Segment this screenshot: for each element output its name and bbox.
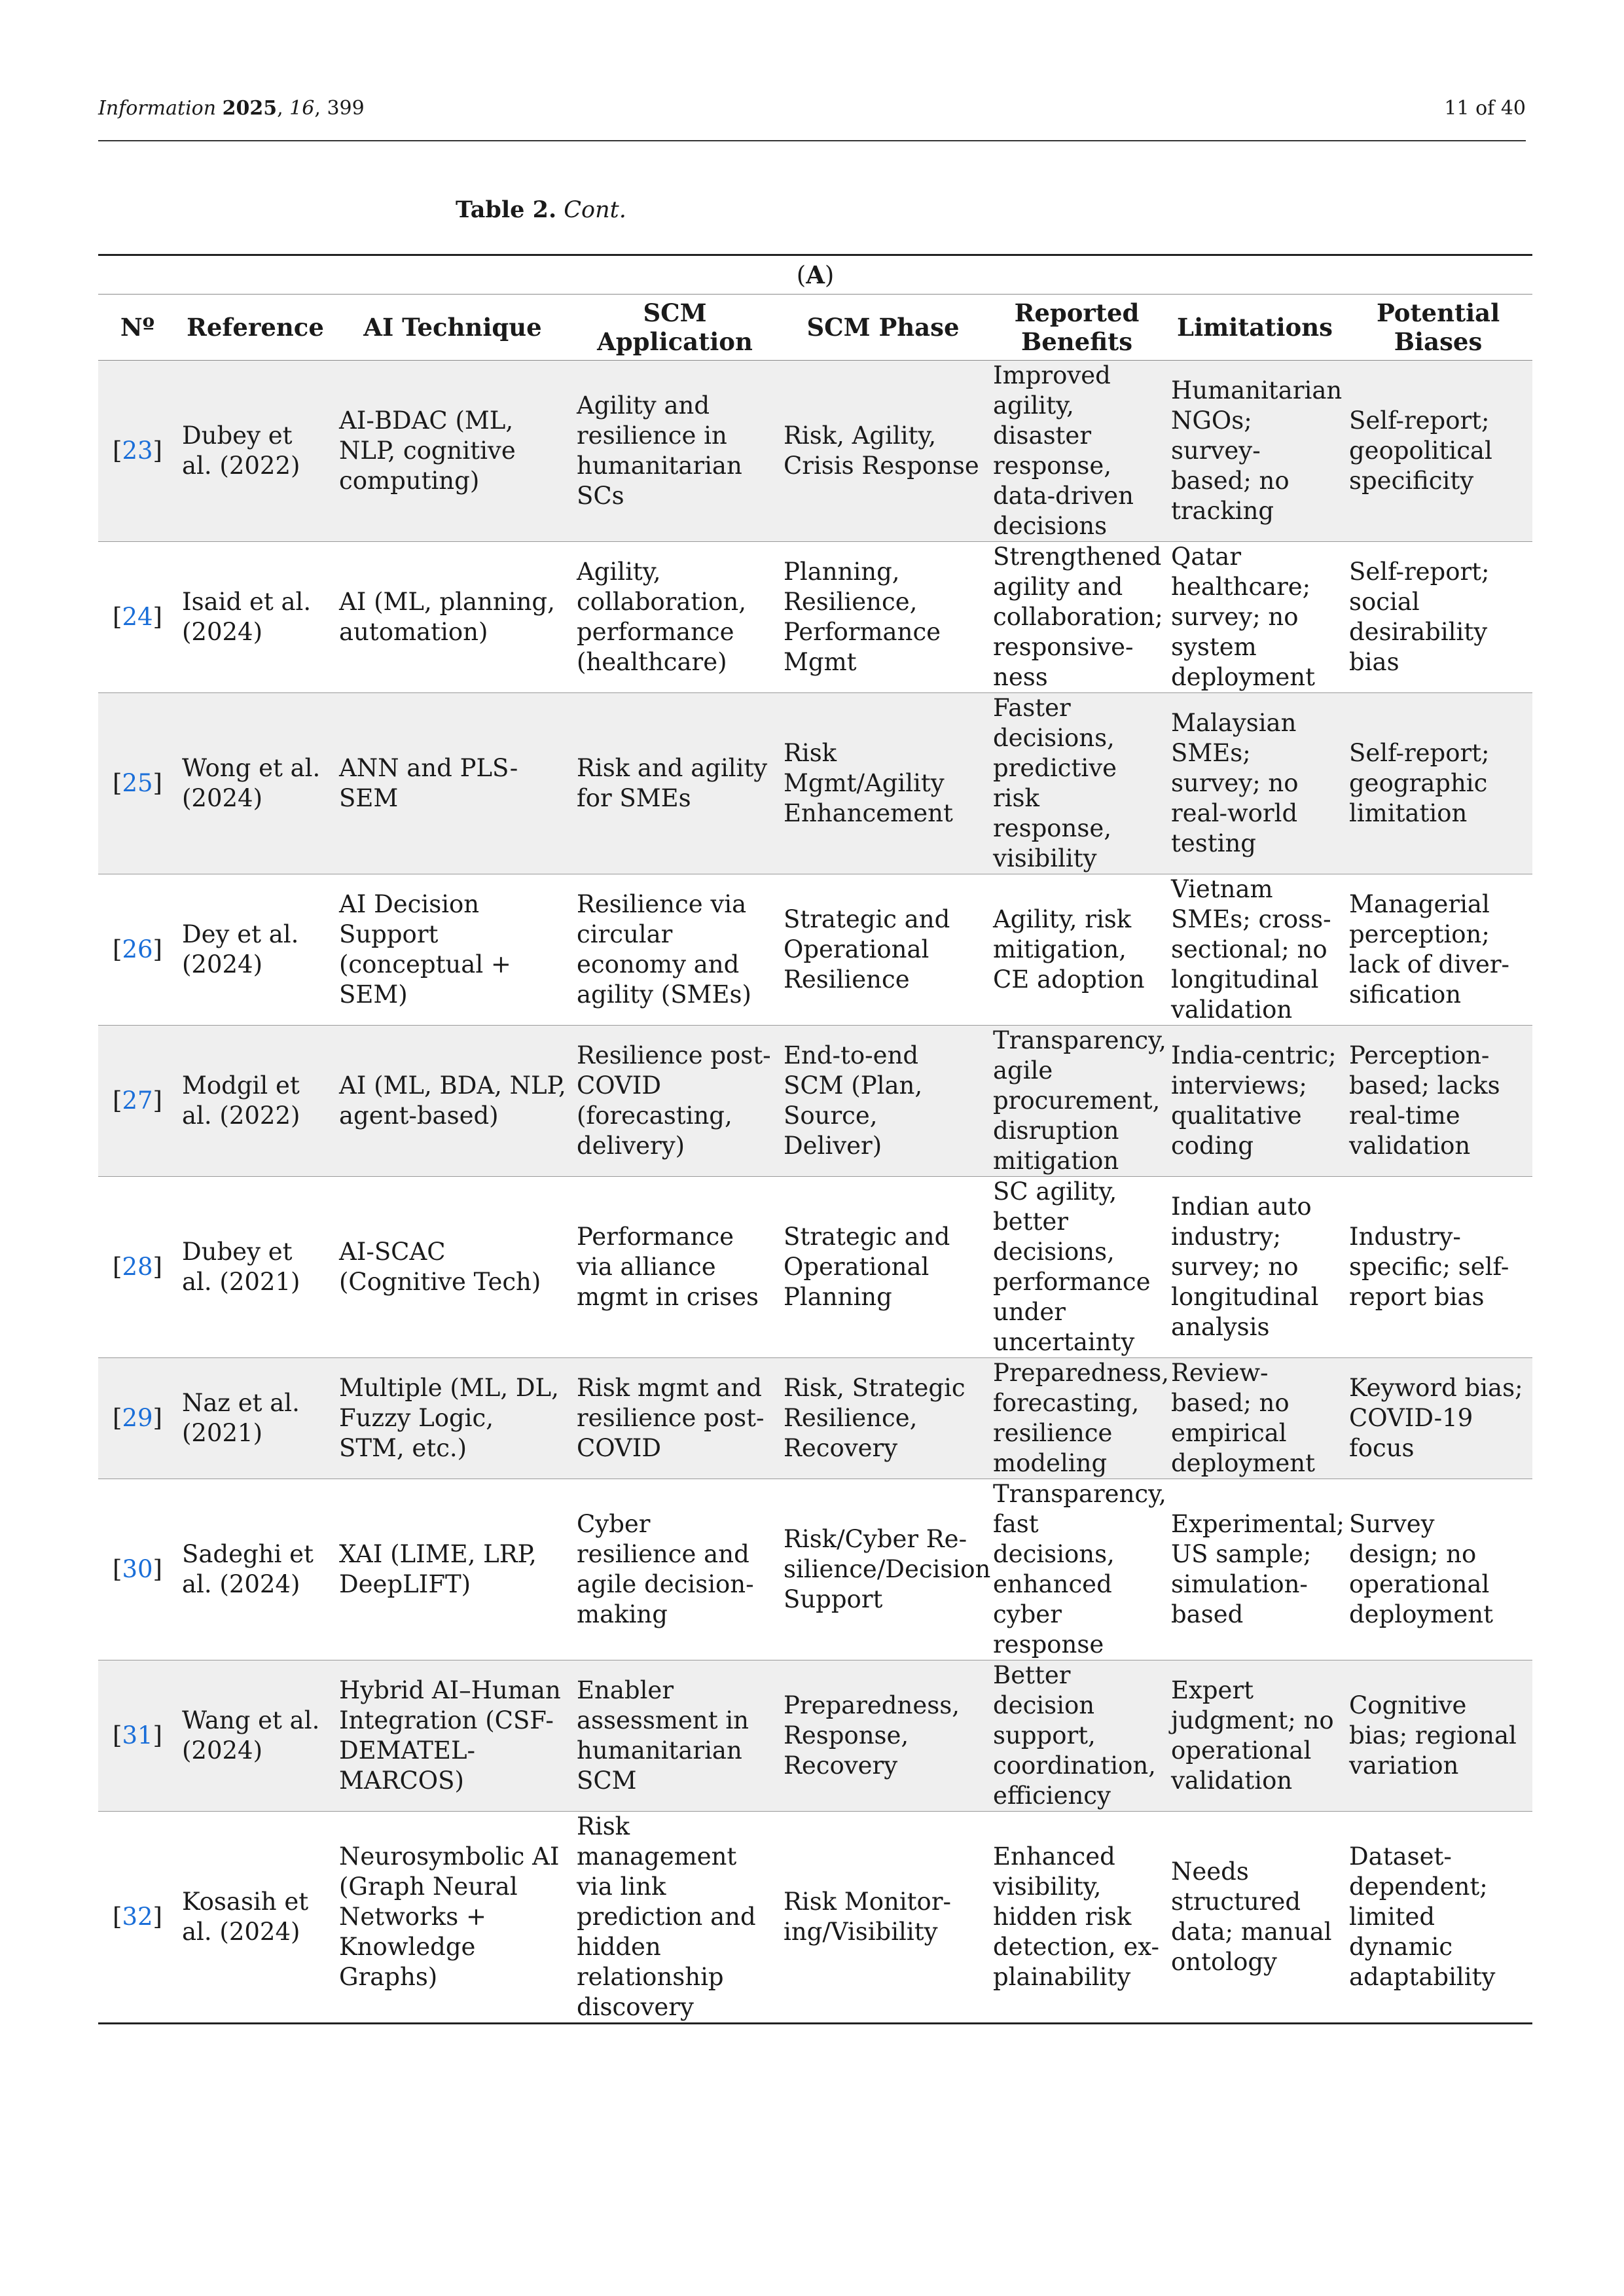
reported-benefits-cell: Faster decisions, predictive risk response, visibility — [993, 694, 1117, 872]
ai-technique-cell: Neurosymbolic AI (Graph Neural Networks + Knowledge Graphs) — [339, 1842, 560, 1991]
table-row — [98, 874, 1532, 1026]
ai-technique-cell: Hybrid AI–Human Integration (CSF-DEMATEL-MARCOS) — [339, 1676, 561, 1795]
ai-technique-cell: AI-BDAC (ML, NLP, cognitive computing) — [339, 406, 516, 495]
citation-link[interactable]: 24 — [122, 603, 153, 631]
scm-application-cell: Agility and resilience in humanitarian SCs — [577, 391, 742, 510]
citation-link[interactable]: 30 — [122, 1555, 153, 1583]
reference-cell: Wang et al. (2024) — [182, 1706, 320, 1765]
scm-phase-cell: Planning, Resilience, Performance Mgmt — [784, 558, 941, 676]
scm-phase-cell: Risk Mgmt/Agility Enhancement — [784, 739, 953, 827]
citation-cell: [29] — [113, 1404, 162, 1432]
potential-biases-cell: Self-report; social desirability bias — [1349, 558, 1490, 676]
reported-benefits-cell: Strengthened agility and collaboration; responsive-ness — [993, 543, 1163, 691]
limitations-cell: Review-based; no empirical deployment — [1171, 1359, 1315, 1477]
limitations-cell: Experimental; US sample; simulation-based — [1171, 1510, 1345, 1628]
limitations-cell: Indian auto industry; survey; no longitudinal analysis — [1171, 1193, 1319, 1341]
table-body — [98, 361, 1532, 2024]
citation-link[interactable]: 32 — [122, 1903, 153, 1931]
reported-benefits-cell: Better decision support, coordination, efficiency — [993, 1661, 1156, 1810]
panel-label: (A) — [98, 255, 1532, 295]
table-row — [98, 1479, 1532, 1660]
reported-benefits-cell: SC agility, better decisions, performance under uncertainty — [993, 1177, 1151, 1356]
article-number: 399 — [327, 97, 365, 120]
scm-phase-cell: Risk, Agility, Crisis Response — [784, 422, 979, 480]
limitations-cell: Humanitarian NGOs; survey-based; no tracking — [1171, 376, 1343, 525]
column-header-reported-benefits: Reported Benefits — [988, 295, 1166, 361]
scm-phase-cell: Strategic and Operational Resilience — [784, 905, 950, 994]
table-row — [98, 1660, 1532, 1812]
scm-phase-cell: Risk, Strategic Resilience, Recovery — [784, 1374, 965, 1462]
citation-cell: [25] — [113, 769, 162, 797]
ai-technique-cell: AI (ML, planning, automation) — [339, 588, 555, 646]
reported-benefits-cell: Preparedness, forecasting, resilience modeling — [993, 1359, 1169, 1477]
header-row — [98, 295, 1532, 361]
potential-biases-cell: Cognitive bias; regional variation — [1349, 1691, 1517, 1780]
reference-cell: Isaid et al. (2024) — [182, 588, 312, 646]
reference-cell: Naz et al. (2021) — [182, 1389, 300, 1447]
reference-cell: Modgil et al. (2022) — [182, 1071, 300, 1130]
citation-cell: [32] — [113, 1903, 162, 1931]
table-row — [98, 693, 1532, 874]
scm-application-cell: Resilience post-COVID (forecasting, delivery) — [577, 1041, 771, 1160]
caption-label: Table 2. — [456, 196, 557, 223]
reference-cell: Dubey et al. (2022) — [182, 422, 300, 480]
caption-text: Cont. — [564, 197, 626, 223]
potential-biases-cell: Self-report; geopolitical specificity — [1349, 406, 1492, 495]
citation-cell: [24] — [113, 603, 162, 631]
scm-application-cell: Risk mgmt and resilience post-COVID — [577, 1374, 765, 1462]
column-header-scm-phase: SCM Phase — [778, 295, 988, 361]
potential-biases-cell: Survey design; no operational deployment — [1349, 1510, 1493, 1628]
ai-technique-cell: AI Decision Support (conceptual + SEM) — [339, 890, 511, 1009]
scm-application-cell: Risk management via link prediction and hidden relationship discovery — [577, 1812, 756, 2021]
scm-application-cell: Risk and agility for SMEs — [577, 754, 768, 812]
ai-technique-cell: AI (ML, BDA, NLP, agent-based) — [339, 1071, 566, 1130]
column-header-limitations: Limitations — [1166, 295, 1344, 361]
potential-biases-cell: Self-report; geographic limitation — [1349, 739, 1490, 827]
reported-benefits-cell: Transparency, agile procurement, disruption mitigation — [993, 1026, 1166, 1175]
reported-benefits-cell: Transparency, fast decisions, enhanced cyber response — [993, 1480, 1166, 1659]
reported-benefits-cell: Enhanced visibility, hidden risk detection, ex-plainability — [993, 1842, 1160, 1991]
table-row — [98, 1177, 1532, 1358]
citation-link[interactable]: 28 — [122, 1253, 153, 1281]
table-row — [98, 1812, 1532, 2024]
journal-volume: 16 — [289, 97, 315, 120]
citation-cell: [27] — [113, 1086, 162, 1115]
limitations-cell: Malaysian SMEs; survey; no real-world testing — [1171, 709, 1299, 857]
ai-technique-cell: AI-SCAC (Cognitive Tech) — [339, 1238, 541, 1296]
scm-phase-cell: Preparedness, Response, Recovery — [784, 1691, 960, 1780]
column-header-reference: Reference — [177, 295, 334, 361]
table-row — [98, 361, 1532, 542]
reference-cell: Kosasih et al. (2024) — [182, 1888, 309, 1946]
potential-biases-cell: Perception-based; lacks real-time validation — [1349, 1041, 1500, 1160]
reference-cell: Sadeghi et al. (2024) — [182, 1540, 314, 1598]
panel-letter: A — [806, 260, 825, 289]
citation-cell: [30] — [113, 1555, 162, 1583]
table-row — [98, 1026, 1532, 1177]
limitations-cell: Expert judgment; no operational validation — [1171, 1676, 1334, 1795]
table-container — [98, 254, 1532, 2024]
limitations-cell: Qatar healthcare; survey; no system deployment — [1171, 543, 1315, 691]
reference-cell: Dey et al. (2024) — [182, 920, 299, 978]
ai-technique-cell: XAI (LIME, LRP, DeepLIFT) — [339, 1540, 537, 1598]
scm-phase-cell: Risk Monitor-ing/Visibility — [784, 1888, 952, 1946]
scm-application-cell: Performance via alliance mgmt in crises — [577, 1223, 759, 1311]
citation-link[interactable]: 23 — [122, 437, 153, 465]
table-caption — [456, 196, 626, 223]
page-number: 11 of 40 — [1444, 97, 1526, 120]
panel-row — [98, 255, 1532, 295]
table-row — [98, 542, 1532, 693]
limitations-cell: Needs structured data; manual ontology — [1171, 1857, 1332, 1976]
reference-cell: Dubey et al. (2021) — [182, 1238, 300, 1296]
page-header — [98, 92, 1526, 141]
scm-application-cell: Agility, collaboration, performance (healthcare) — [577, 558, 746, 676]
citation-cell: [28] — [113, 1253, 162, 1281]
column-header-number: Nº — [98, 295, 177, 361]
citation-link[interactable]: 25 — [122, 769, 153, 797]
journal-year: 2025 — [222, 97, 278, 120]
reported-benefits-cell: Improved agility, disaster response, data-driven decisions — [993, 361, 1134, 540]
journal-citation: Information 2025, 16, 399 — [98, 97, 365, 120]
table-row — [98, 1358, 1532, 1479]
potential-biases-cell: Keyword bias; COVID-19 focus — [1349, 1374, 1523, 1462]
citation-link[interactable]: 26 — [122, 935, 153, 963]
citation-link[interactable]: 29 — [122, 1404, 153, 1432]
journal-name: Information — [98, 97, 217, 120]
reference-cell: Wong et al. (2024) — [182, 754, 321, 812]
limitations-cell: India-centric; interviews; qualitative coding — [1171, 1041, 1337, 1160]
limitations-cell: Vietnam SMEs; cross-sectional; no longitudinal validation — [1171, 875, 1331, 1024]
potential-biases-cell: Industry-specific; self-report bias — [1349, 1223, 1509, 1311]
citation-link[interactable]: 31 — [122, 1721, 153, 1749]
ai-technique-cell: Multiple (ML, DL, Fuzzy Logic, STM, etc.) — [339, 1374, 559, 1462]
citation-cell: [31] — [113, 1721, 162, 1749]
scm-application-cell: Resilience via circular economy and agility (SMEs) — [577, 890, 751, 1009]
scm-phase-cell: Risk/Cyber Re-silience/Decision Support — [784, 1525, 991, 1613]
column-header-ai-technique: AI Technique — [334, 295, 571, 361]
scm-phase-cell: Strategic and Operational Planning — [784, 1223, 950, 1311]
data-table — [98, 254, 1532, 2024]
potential-biases-cell: Managerial perception; lack of diver-sification — [1349, 890, 1510, 1009]
ai-technique-cell: ANN and PLS-SEM — [339, 754, 518, 812]
scm-application-cell: Enabler assessment in humanitarian SCM — [577, 1676, 749, 1795]
scm-phase-cell: End-to-end SCM (Plan, Source, Deliver) — [784, 1041, 923, 1160]
scm-application-cell: Cyber resilience and agile decision-making — [577, 1510, 754, 1628]
citation-link[interactable]: 27 — [122, 1086, 153, 1115]
column-header-potential-biases: Potential Biases — [1344, 295, 1532, 361]
citation-cell: [26] — [113, 935, 162, 963]
column-header-scm-application: SCM Application — [571, 295, 778, 361]
potential-biases-cell: Dataset-dependent; limited dynamic adaptability — [1349, 1842, 1496, 1991]
citation-cell: [23] — [113, 437, 162, 465]
reported-benefits-cell: Agility, risk mitigation, CE adoption — [993, 905, 1145, 994]
